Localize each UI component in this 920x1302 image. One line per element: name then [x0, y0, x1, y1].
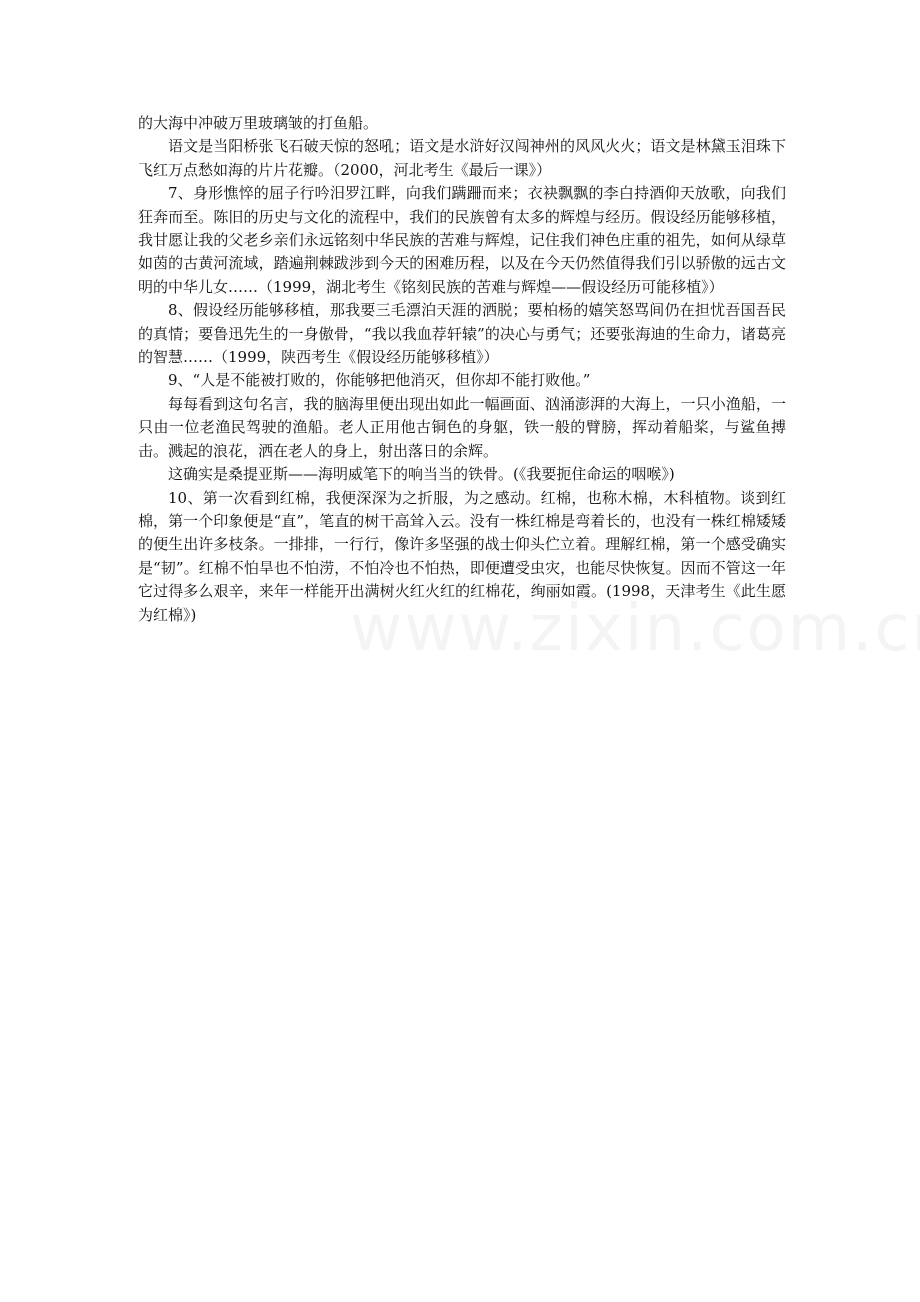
paragraph-old-fisherman: 每每看到这句名言，我的脑海里便出现出如此一幅画面、汹涌澎湃的大海上，一只小渔船，一只由一位老渔民驾驶的渔船。老人正用他古铜色的身躯，铁一般的臂膀，挥动着船桨，与鲨鱼搏击。溅起的浪花，洒在老人的身上，射出落日的余辉。 — [138, 394, 786, 460]
paragraph-item-10-kapok: 10、第一次看到红棉，我便深深为之折服，为之感动。红棉，也称木棉，木科植物。谈到红棉，第一个印象便是“直”，笔直的树干高耸入云。没有一株红棉是弯着长的，也没有一株红棉矮矮的便生出许多枝条。一排排，一行行，像许多坚强的战士仰头伫立着。理解红棉，第一个感受确实是“韧”。红棉不怕旱也不怕涝，不怕冷也不怕热，即便遭受虫灾，也能尽快恢复。因而不管这一年它过得多么艰辛，来年一样能开出满树火红火红的红棉花，绚丽如霞。(1998，天津考生《此生愿为红棉》) — [138, 488, 786, 624]
paragraph-item-7: 7、身形憔悴的屈子行吟汨罗江畔，向我们蹒跚而来；衣袂飘飘的李白持酒仰天放歌，向我们狂奔而至。陈旧的历史与文化的流程中，我们的民族曾有太多的辉煌与经历。假设经历能够移植，我甘愿让我的父老乡亲们永远铭刻中华民族的苦难与辉煌，记住我们神色庄重的祖先，如何从绿草如茵的古黄河流域，踏遍荆棘跋涉到今天的困难历程，以及在今天仍然值得我们引以骄傲的远古文明的中华儿女……（1999，湖北考生《铭刻民族的苦难与辉煌——假设经历可能移植》） — [138, 184, 786, 296]
paragraph-continuation: 的大海中冲破万里玻璃皱的打鱼船。 — [138, 114, 379, 132]
paragraph-chinese-language: 语文是当阳桥张飞石破天惊的怒吼；语文是水浒好汉闯神州的风风火火；语文是林黛玉泪珠下飞红万点愁如海的片片花瓣。（2000，河北考生《最后一课》） — [138, 137, 786, 179]
document-body — [138, 112, 786, 627]
paragraph-santiago: 这确实是桑提亚斯——海明威笔下的响当当的铁骨。(《我要扼住命运的咽喉》) — [168, 465, 675, 484]
paragraph-item-8: 8、假设经历能够移植，那我要三毛漂泊天涯的洒脱；要柏杨的嬉笑怒骂间仍在担忧吾国吾民的真情；要鲁迅先生的一身傲骨，“我以我血荐轩辕”的决心与勇气；还要张海迪的生命力，诸葛亮的智慧……（1999，陕西考生《假设经历能够移植》） — [138, 301, 786, 367]
paragraph-item-9-quote: 9、“人是不能被打败的，你能够把他消灭，但你却不能打败他。” — [168, 371, 591, 390]
